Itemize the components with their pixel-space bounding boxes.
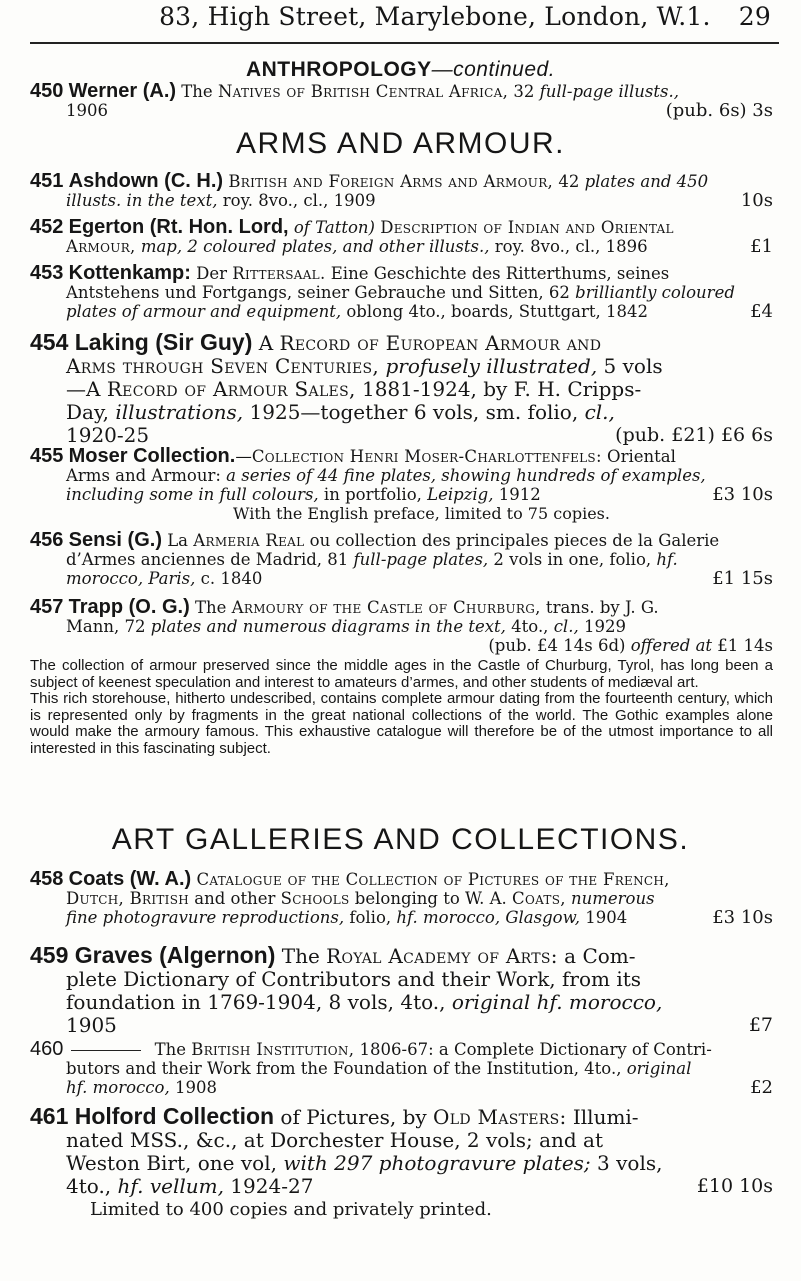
price: £1 15s (712, 568, 773, 589)
entry-453: 453 Kottenkamp: Der Rittersaal. Eine Geschichte des Ritterthums, seines Antstehens und Fortgangs, seiner Gebrauche und Sitten, 62 brilliantly coloured £4 plates of armour and equipment, oblong 4to., boards, Stuttgart, 1842 (30, 262, 773, 322)
entry-455: 455 Moser Collection.—Collection Henri Moser-Charlottenfels: Oriental Arms and Armour: a series of 44 fine plates, showing hundreds of examples, £3 10s including some in full colours, in portfolio, Leipzig, 1912 With the English preface, limited to 75 copies. (30, 445, 773, 523)
entry-454: 454 Laking (Sir Guy) A Record of European Armour and Arms through Seven Centuries, profusely illustrated, 5 vols —A Record of Armour Sales, 1881-1924, by F. H. Cripps- Day, illustrations, 1925—together 6 vols, sm. folio, cl., (pub. £21) £6 6s 1920-25 (30, 329, 773, 447)
note-paragraph: This rich storehouse, hitherto undescribed, contains complete armour dating from the fourteenth century, which is represented only by fragments in the great national collections of the world. The Gothic examples alone would make the armoury famous. This exhaustive catalogue will therefore be of the utmost importance to all interested in this fascinating subject. (30, 690, 773, 757)
running-head (30, 2, 771, 31)
price: £4 (750, 301, 773, 322)
ditto-dash (71, 1050, 141, 1051)
price: £3 10s (712, 907, 773, 928)
entry-457-notes (30, 658, 773, 757)
note-paragraph: The collection of armour preserved since the middle ages in the Castle of Churburg, Tyrol, has long been a subject of keenest speculation and interest to amateurs d’armes, and other students of mediæval art. (30, 657, 773, 691)
entry-458: 458 Coats (W. A.) Catalogue of the Collection of Pictures of the French, Dutch, British and other Schools belonging to W. A. Coats, numerous £3 10s fine photogravure reproductions, folio, hf. morocco, Glasgow, 1904 (30, 868, 773, 928)
section-heading-art: ART GALLERIES AND COLLECTIONS. (111, 823, 690, 856)
entry-457: 457 Trapp (O. G.) The Armoury of the Castle of Churburg, trans. by J. G. Mann, 72 plates and numerous diagrams in the text, 4to., cl., 1929 (pub. £4 14s 6d) offered at £1 14s (30, 596, 773, 655)
entry-451: 451 Ashdown (C. H.) British and Foreign Arms and Armour, 42 plates and 450 10s illusts. in the text, roy. 8vo., cl., 1909 (30, 170, 773, 211)
header-rule (30, 42, 779, 44)
edition-note: Limited to 400 copies and privately printed. (90, 1199, 492, 1220)
price: £10 10s (696, 1175, 773, 1197)
entry-456: 456 Sensi (G.) La Armeria Real ou collection des principales pieces de la Galerie d’Armes anciennes de Madrid, 81 full-page plates, 2 vols in one, folio, hf. £1 15s morocco, Paris, c. 1840 (30, 529, 773, 589)
price: 10s (740, 190, 773, 211)
price: £2 (750, 1077, 773, 1098)
entry-460: 460 The British Institution, 1806-67: a Complete Dictionary of Contri- butors and their Work from the Foundation of the Institution, 4to., original £2 hf. morocco, 1908 (30, 1038, 773, 1098)
section-heading-arms: ARMS AND ARMOUR. (235, 127, 566, 160)
edition-note: With the English preface, limited to 75 copies. (233, 504, 610, 523)
price: £7 (748, 1014, 773, 1036)
page-number: 29 (738, 2, 771, 31)
entry-461: 461 Holford Collection of Pictures, by Old Masters: Illumi- nated MSS., &c., at Dorchester House, 2 vols; and at Weston Birt, one vol, with 297 photogravure plates; 3 vols, £10 10s 4to., hf. vellum, 1924-27 Limited to 400 copies and privately printed. (30, 1103, 773, 1220)
price: (pub. £21) £6 6s (615, 424, 773, 446)
price: £1 14s (712, 636, 773, 655)
price: (pub. 6s) 3s (665, 100, 773, 121)
entry-450: 450 Werner (A.) The Natives of British Central Africa, 32 full-page illusts., (pub. 6s) 3s 1906 (30, 80, 773, 121)
running-title: 83, High Street, Marylebone, London, W.1. (159, 2, 711, 31)
price: £3 10s (712, 484, 773, 505)
section-heading-anthropology: ANTHROPOLOGY—continued. (245, 58, 556, 81)
price: £1 (750, 236, 773, 257)
entry-459: 459 Graves (Algernon) The Royal Academy of Arts: a Com- plete Dictionary of Contributors and their Work, from its foundation in 1769-1904, 8 vols, 4to., original hf. morocco, £7 1905 (30, 942, 773, 1037)
entry-452: 452 Egerton (Rt. Hon. Lord, of Tatton) Description of Indian and Oriental £1 Armour, map, 2 coloured plates, and other illusts., roy. 8vo., cl., 1896 (30, 216, 773, 257)
